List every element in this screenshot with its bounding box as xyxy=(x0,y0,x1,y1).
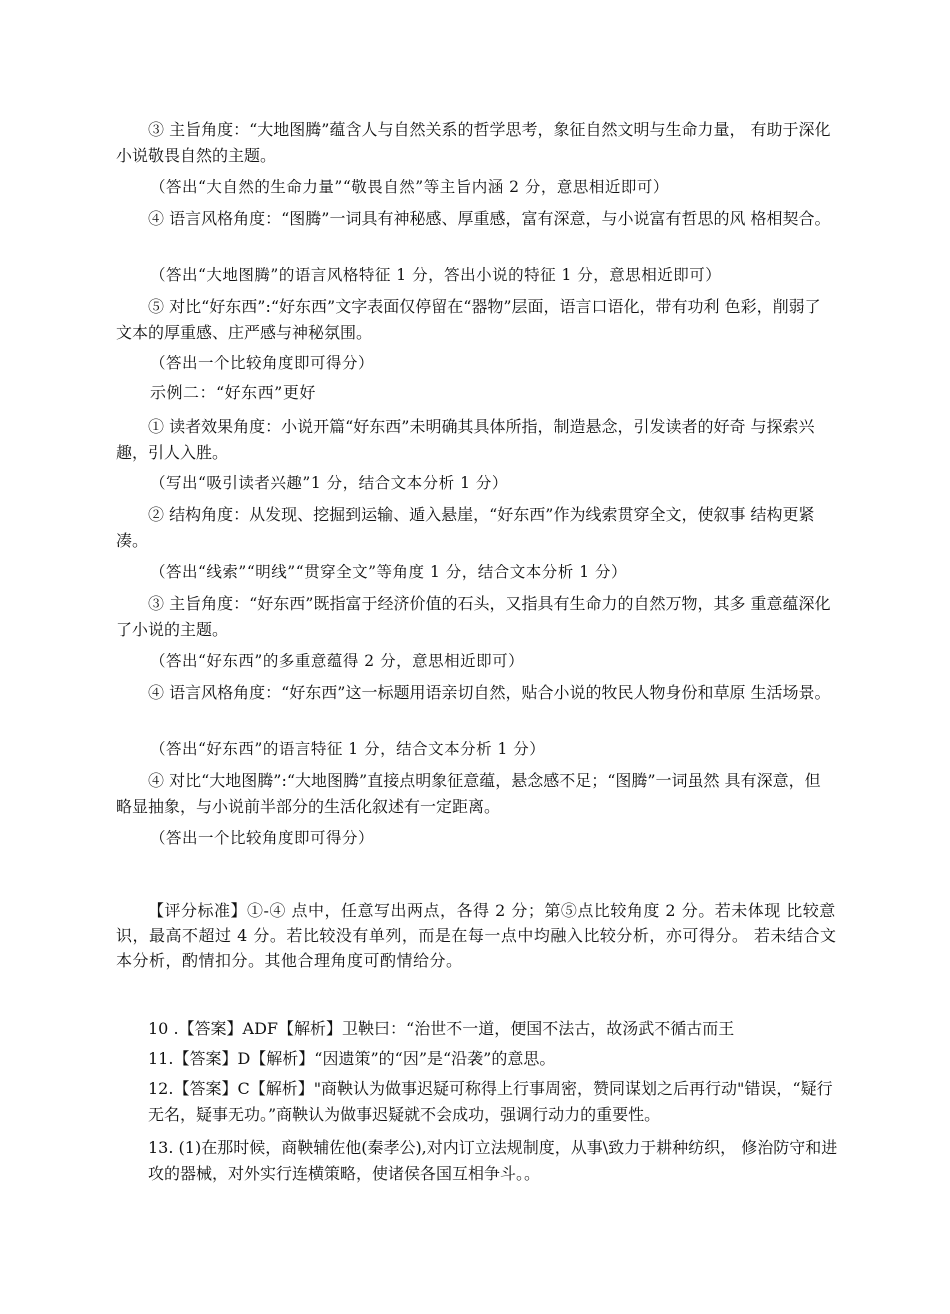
sample1-note-4: （答出“大地图腾”的语言风格特征 1 分，答出小说的特征 1 分，意思相近即可） xyxy=(150,266,722,284)
sample2-heading: 示例二：“好东西”更好 xyxy=(150,383,316,402)
sample2-note-1: （写出“吸引读者兴趣”1 分，结合文本分析 1 分） xyxy=(150,474,508,492)
sample2-item-1: ① 读者效果角度：小说开篇“好东西”未明确其具体所指，制造悬念，引发读者的好奇 与探索兴趣，引人入胜。 xyxy=(116,417,815,462)
answer-q11: 11.【答案】D【解析】“因遗策”的“因”是“沿袭”的意思。 xyxy=(148,1049,556,1068)
sample2-item-5: ④ 对比“大地图腾”:“大地图腾”直接点明象征意蕴，悬念感不足；“图腾”一词虽然 具有深意，但略显抽象，与小说前半部分的生活化叙述有一定距离。 xyxy=(116,771,821,816)
sample2-note-4: （答出“好东西”的语言特征 1 分，结合文本分析 1 分） xyxy=(150,740,546,758)
answer-q13: 13. (1)在那时候，商鞅辅佐他(秦孝公),对内订立法规制度，从事\致力于耕种纺织， 修治防守和进攻的器械，对外实行连横策略，使诸侯各国互相争斗。。 xyxy=(148,1138,838,1183)
answer-q12: 12.【答案】C【解析】"商鞅认为做事迟疑可称得上行事周密，赞同谋划之后再行动"错误，“疑行无名，疑事无功。”商鞅认为做事迟疑就不会成功，强调行动力的重要性。 xyxy=(148,1079,833,1124)
sample1-item-5: ⑤ 对比“好东西”:“好东西”文字表面仅停留在“器物”层面，语言口语化，带有功利 色彩，削弱了文本的厚重感、庄严感与神秘氛围。 xyxy=(116,297,821,342)
answer-q10: 10 .【答案】ADF【解析】卫鞅曰：“治世不一道，便国不法古，故汤武不循古而王 xyxy=(148,1019,735,1038)
sample2-item-2: ② 结构角度：从发现、挖掘到运输、遁入悬崖，“好东西”作为线索贯穿全文，使叙事 结构更紧凑。 xyxy=(116,505,815,550)
sample2-note-3: （答出“好东西”的多重意蕴得 2 分，意思相近即可） xyxy=(150,652,525,670)
sample2-note-2: （答出“线索”“明线”“贯穿全文”等角度 1 分，结合文本分析 1 分） xyxy=(150,563,627,581)
sample1-note-3: （答出“大自然的生命力量”“敬畏自然”等主旨内涵 2 分，意思相近即可） xyxy=(150,178,669,196)
sample2-item-3: ③ 主旨角度：“好东西”既指富于经济价值的石头，又指具有生命力的自然万物，其多 重意蕴深化了小说的主题。 xyxy=(116,594,831,639)
sample2-note-5: （答出一个比较角度即可得分） xyxy=(150,829,375,847)
scoring-standard: 【评分标准】①-④ 点中，任意写出两点，各得 2 分；第⑤点比较角度 2 分。若未体现 比较意识，最高不超过 4 分。若比较没有单列，而是在每一点中均融入比较分析，亦可得分。 若未结合文本分析，酌情扣分。其他合理角度可酌情给分。 xyxy=(116,901,837,970)
sample1-note-5: （答出一个比较角度即可得分） xyxy=(150,354,375,372)
sample1-item-4: ④ 语言风格角度：“图腾”一词具有神秘感、厚重感，富有深意，与小说富有哲思的风 格相契合。 xyxy=(148,209,831,228)
sample1-item-3: ③ 主旨角度：“大地图腾”蕴含人与自然关系的哲学思考，象征自然文明与生命力量， 有助于深化小说敬畏自然的主题。 xyxy=(116,120,831,165)
sample2-item-4: ④ 语言风格角度：“好东西”这一标题用语亲切自然，贴合小说的牧民人物身份和草原 生活场景。 xyxy=(148,683,831,702)
